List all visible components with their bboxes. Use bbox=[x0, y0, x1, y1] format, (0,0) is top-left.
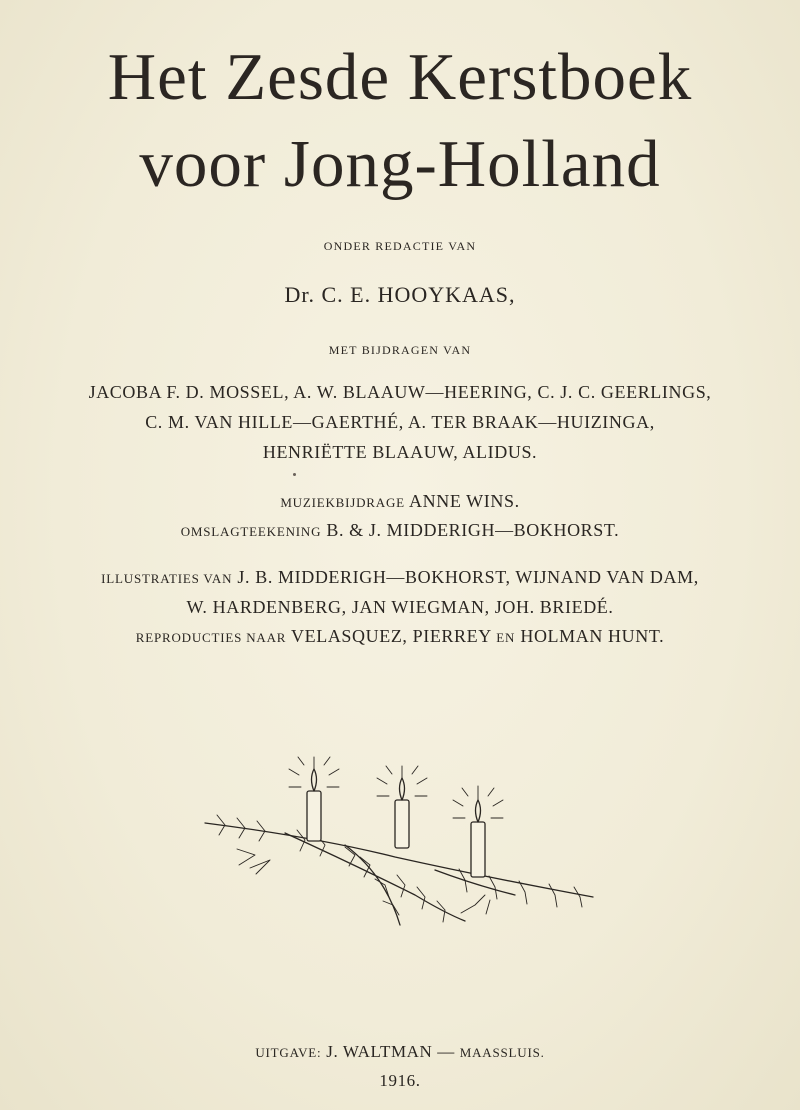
book-title-line-1: Het Zesde Kerstboek bbox=[107, 40, 693, 114]
contributors-line-1: JACOBA F. D. MOSSEL, A. W. BLAAUW—HEERING, C. J. C. GEERLINGS, bbox=[88, 382, 712, 402]
editor-intro: ONDER REDACTIE VAN bbox=[323, 239, 477, 253]
music-label: MUZIEKBIJDRAGE bbox=[280, 495, 405, 510]
candles-on-fir-branch-icon bbox=[195, 745, 605, 945]
illustrations-names-1: J. B. MIDDERIGH—BOKHORST, WIJNAND VAN DAM, bbox=[237, 567, 699, 587]
contributors-intro: MET BIJDRAGEN VAN bbox=[328, 343, 472, 357]
cover-label: OMSLAGTEEKENING bbox=[180, 524, 322, 539]
publisher-label: UITGAVE: bbox=[255, 1045, 322, 1060]
editor-name: Dr. C. E. HOOYKAAS, bbox=[284, 282, 516, 307]
publication-year: 1916. bbox=[379, 1071, 421, 1090]
contributors-line-3: HENRIËTTE BLAAUW, ALIDUS. bbox=[262, 442, 538, 462]
reproductions-label: REPRODUCTIES NAAR bbox=[135, 630, 287, 645]
decorative-dot bbox=[293, 473, 296, 476]
contributors-line-2: C. M. VAN HILLE—GAERTHÉ, A. TER BRAAK—HUIZINGA, bbox=[145, 412, 655, 432]
publisher-city: MAASSLUIS. bbox=[459, 1045, 545, 1060]
reproductions-names: VELASQUEZ, PIERREY bbox=[291, 626, 492, 646]
book-title-line-2: voor Jong-Holland bbox=[139, 127, 661, 201]
reproductions-credit bbox=[0, 626, 800, 647]
cover-name: B. & J. MIDDERIGH—BOKHORST. bbox=[326, 520, 620, 540]
reproductions-last: HOLMAN HUNT. bbox=[520, 626, 665, 646]
cover-credit bbox=[0, 520, 800, 541]
publisher-line bbox=[0, 1042, 800, 1062]
reproductions-joiner: EN bbox=[496, 630, 516, 645]
music-name: ANNE WINS. bbox=[409, 491, 520, 511]
publisher-name: J. WALTMAN — bbox=[326, 1042, 455, 1061]
music-credit bbox=[0, 491, 800, 512]
illustrations-label: ILLUSTRATIES VAN bbox=[101, 571, 233, 586]
illustrations-credit-line-2: W. HARDENBERG, JAN WIEGMAN, JOH. BRIEDÉ. bbox=[186, 597, 614, 617]
illustrations-credit-line-1 bbox=[0, 567, 800, 588]
